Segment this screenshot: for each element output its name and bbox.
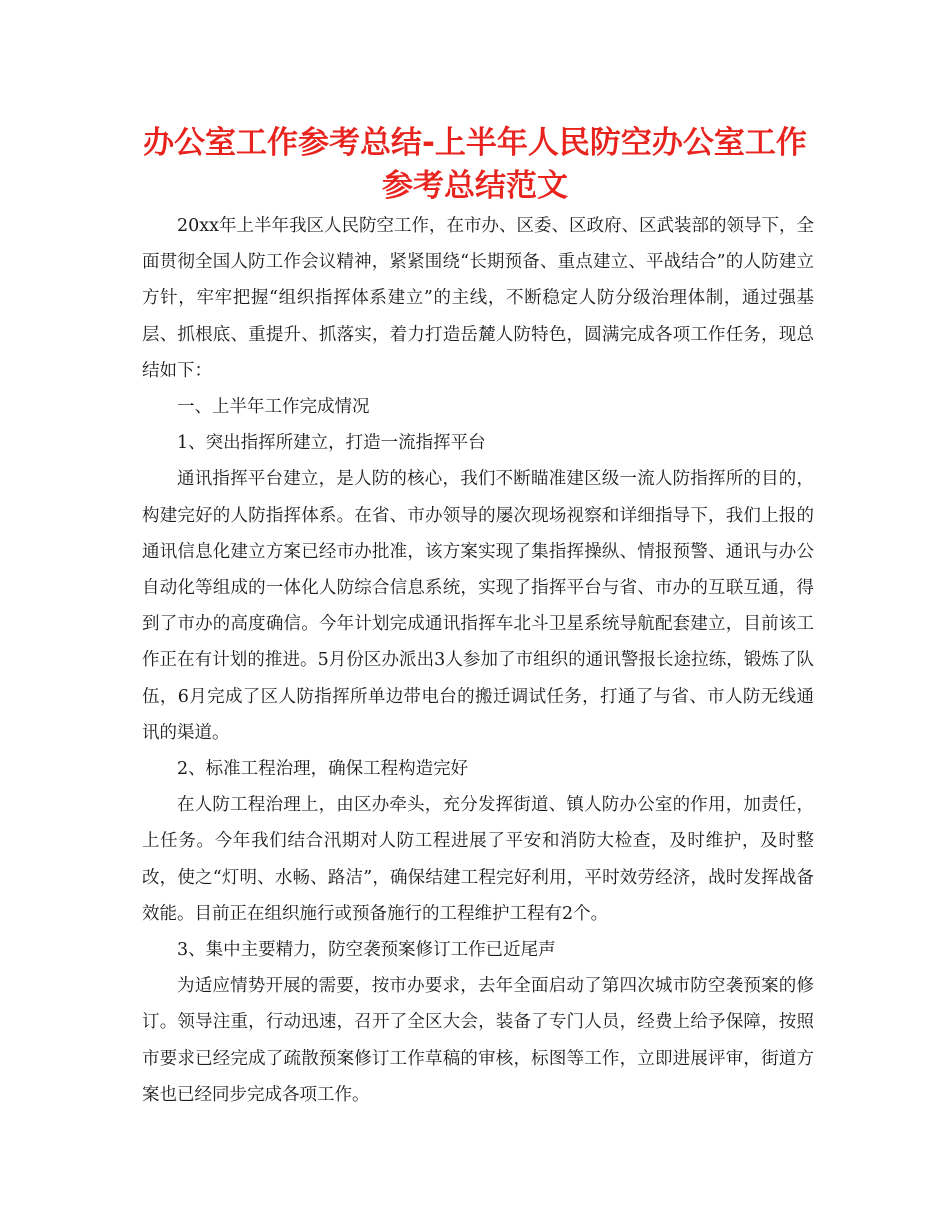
body-paragraph: 通讯指挥平台建立，是人防的核心，我们不断瞄准建区级一流人防指挥所的目的，构建完好的人防指挥体系。在省、市办领导的屡次现场视察和详细指导下，我们上报的通讯信息化建立方案已经市办批准，该方案实现了集指挥操纵、情报预警、通讯与办公自动化等组成的一体化人防综合信息系统，实现了指挥平台与省、市办的互联互通，得到了市办的高度确信。今年计划完成通讯指挥车北斗卫星系统导航配套建立，目前该工作正在有计划的推进。5月份区办派出3人参加了市组织的通讯警报长途拉练，锻炼了队伍，6月完成了区人防指挥所单边带电台的搬迁调试任务，打通了与省、市人防无线通讯的渠道。 — [142, 469, 814, 743]
subsection-heading: 1、突出指挥所建立，打造一流指挥平台 — [177, 433, 486, 454]
subsection-heading: 2、标准工程治理，确保工程构造完好 — [177, 759, 469, 780]
body-paragraph: 为适应情势开展的需要，按市办要求，去年全面启动了第四次城市防空袭预案的修订。领导注重，行动迅速，召开了全区大会，装备了专门人员，经费上给予保障，按照市要求已经完成了疏散预案修订工作草稿的审核，标图等工作，立即进展评审，街道方案也已经同步完成各项工作。 — [142, 976, 814, 1105]
document-title-line-1: 办公室工作参考总结-上半年人民防空办公室工作 — [143, 125, 807, 161]
document-title-line-2: 参考总结范文 — [382, 168, 568, 204]
intro-paragraph: 20xx年上半年我区人民防空工作，在市办、区委、区政府、区武装部的领导下，全面贯彻全国人防工作会议精神，紧紧围绕“长期预备、重点建立、平战结合”的人防建立方针，牢牢把握“组织指挥体系建立”的主线，不断稳定人防分级治理体制，通过强基层、抓根底、重提升、抓落实，着力打造岳麓人防特色，圆满完成各项工作任务，现总结如下： — [142, 216, 815, 381]
document-body — [142, 208, 814, 1113]
body-paragraph: 在人防工程治理上，由区办牵头，充分发挥街道、镇人防办公室的作用，加责任，上任务。今年我们结合汛期对人防工程进展了平安和消防大检查，及时维护，及时整改，使之“灯明、水畅、路洁”，确保结建工程完好利用，平时效劳经济，战时发挥战备效能。目前正在组织施行或预备施行的工程维护工程有2个。 — [142, 795, 814, 924]
subsection-heading: 3、集中主要精力，防空袭预案修订工作已近尾声 — [177, 940, 556, 961]
section-heading: 一、上半年工作完成情况 — [177, 397, 370, 418]
